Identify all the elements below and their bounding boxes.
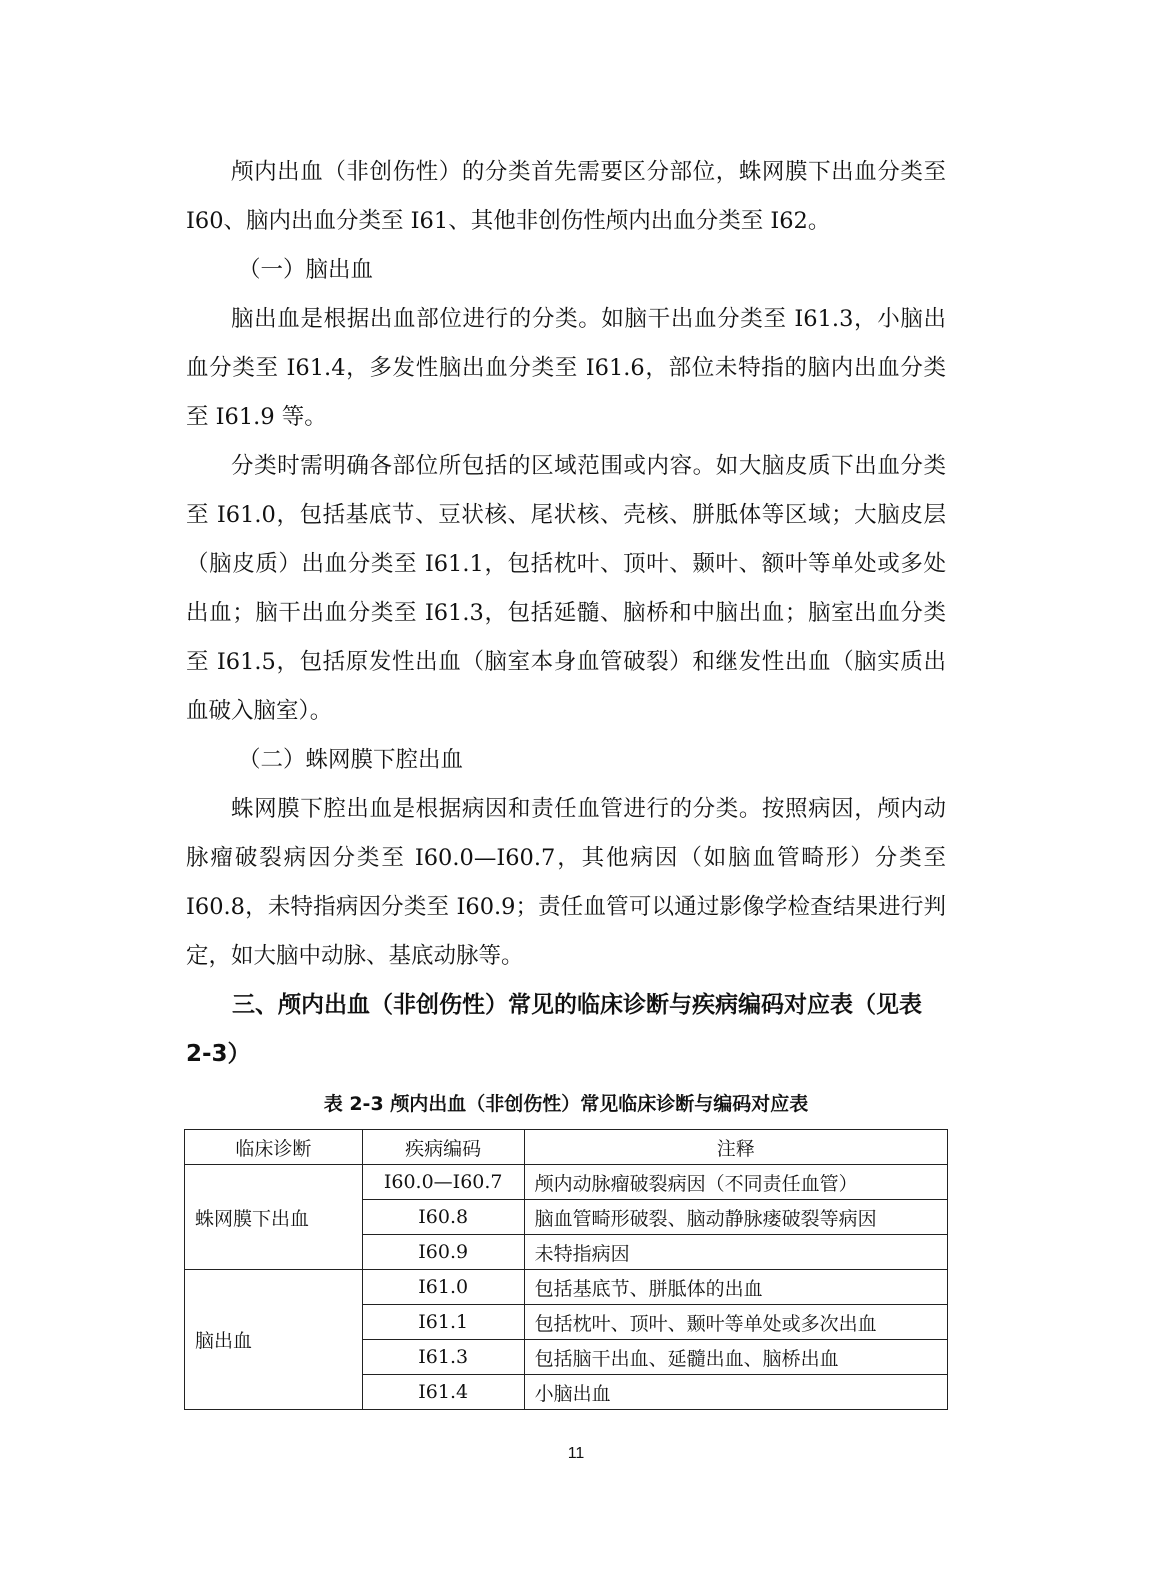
diagnosis-cell: 蛛网膜下出血	[185, 1165, 363, 1270]
note-cell: 脑血管畸形破裂、脑动静脉瘘破裂等病因	[524, 1200, 947, 1235]
table-row	[185, 1270, 948, 1305]
header-code: 疾病编码	[362, 1130, 524, 1165]
note-cell: 小脑出血	[524, 1375, 947, 1410]
code-table	[184, 1129, 948, 1410]
paragraph-cerebral-hemorrhage: 脑出血是根据出血部位进行的分类。如脑干出血分类至 I61.3，小脑出血分类至 I61.4，多发性脑出血分类至 I61.6，部位未特指的脑内出血分类至 I61.9 等。	[186, 306, 946, 430]
code-cell: I61.3	[362, 1340, 524, 1375]
note-cell: 颅内动脉瘤破裂病因（不同责任血管）	[524, 1165, 947, 1200]
table-row	[185, 1165, 948, 1200]
page-number: 11	[567, 1445, 585, 1462]
subheading-cerebral-hemorrhage: （一）脑出血	[238, 257, 374, 283]
paragraph-subarachnoid-hemorrhage: 蛛网膜下腔出血是根据病因和责任血管进行的分类。按照病因，颅内动脉瘤破裂病因分类至 I60.0—I60.7，其他病因（如脑血管畸形）分类至 I60.8，未特指病因分类至 I60.9；责任血管可以通过影像学检查结果进行判定，如大脑中动脉、基底动脉等。	[186, 796, 946, 969]
diagnosis-cell: 脑出血	[185, 1270, 363, 1410]
note-cell: 包括脑干出血、延髓出血、脑桥出血	[524, 1340, 947, 1375]
header-diagnosis: 临床诊断	[185, 1130, 363, 1165]
note-cell: 包括枕叶、顶叶、颞叶等单处或多次出血	[524, 1305, 947, 1340]
note-cell: 包括基底节、胼胝体的出血	[524, 1270, 947, 1305]
note-cell: 未特指病因	[524, 1235, 947, 1270]
code-cell: I60.9	[362, 1235, 524, 1270]
paragraph-intro: 颅内出血（非创伤性）的分类首先需要区分部位，蛛网膜下出血分类至 I60、脑内出血分类至 I61、其他非创伤性颅内出血分类至 I62。	[186, 159, 946, 234]
table-caption: 表 2-3 颅内出血（非创伤性）常见临床诊断与编码对应表	[323, 1093, 809, 1115]
code-cell: I60.0—I60.7	[362, 1165, 524, 1200]
code-cell: I61.4	[362, 1375, 524, 1410]
code-cell: I61.1	[362, 1305, 524, 1340]
section-heading: 三、颅内出血（非创伤性）常见的临床诊断与疾病编码对应表（见表 2-3）	[186, 992, 922, 1067]
header-note: 注释	[524, 1130, 947, 1165]
page-body	[186, 148, 946, 1410]
subheading-subarachnoid-hemorrhage: （二）蛛网膜下腔出血	[238, 747, 464, 773]
table-header-row	[185, 1130, 948, 1165]
paragraph-classification-regions: 分类时需明确各部位所包括的区域范围或内容。如大脑皮质下出血分类至 I61.0，包括基底节、豆状核、尾状核、壳核、胼胝体等区域；大脑皮层（脑皮质）出血分类至 I61.1，包括枕叶、顶叶、颞叶、额叶等单处或多处出血；脑干出血分类至 I61.3，包括延髓、脑桥和中脑出血；脑室出血分类至 I61.5，包括原发性出血（脑室本身血管破裂）和继发性出血（脑实质出血破入脑室）。	[186, 453, 946, 724]
code-cell: I61.0	[362, 1270, 524, 1305]
code-cell: I60.8	[362, 1200, 524, 1235]
